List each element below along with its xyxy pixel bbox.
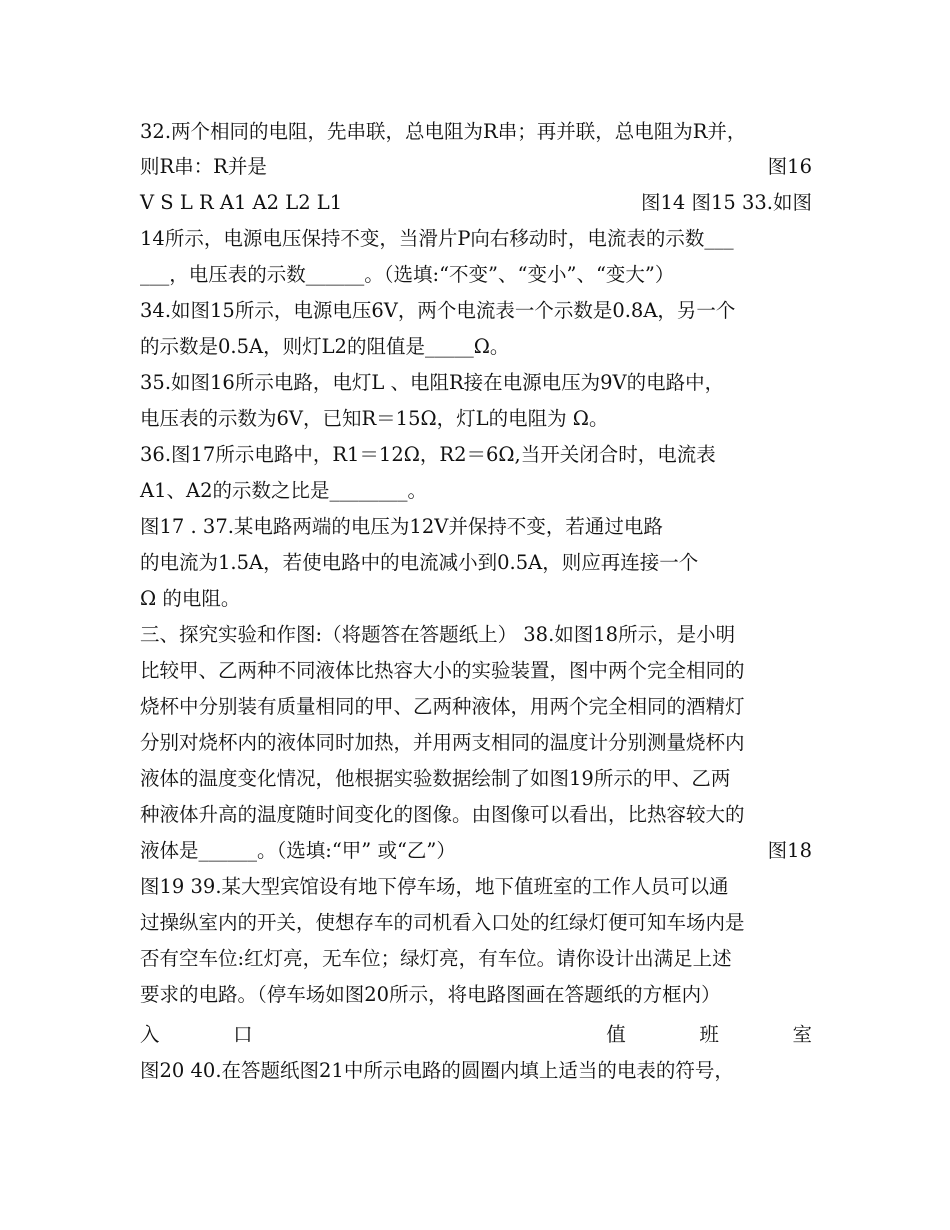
text-line-q32-a: 32.两个相同的电阻，先串联，总电阻为R串；再并联，总电阻为R并， (140, 120, 747, 143)
label-entrance-2: 口 (233, 1023, 253, 1046)
figure-14-15-captions: 图14 图15 33.如图 (640, 191, 812, 214)
figure-16-caption: 图16 (767, 155, 812, 178)
text-line-section-3: 三、探究实验和作图:（将题答在答题纸上） 38.如图18所示，是小明 (140, 623, 736, 646)
figure-18-caption: 图18 (767, 839, 812, 862)
text-line-q38-e: 种液体升高的温度随时间变化的图像。由图像可以看出，比热容较大的 (140, 803, 745, 826)
figure-20-labels (140, 1017, 812, 1053)
text-line-q37-a: 图17 . 37.某电路两端的电压为12V并保持不变，若通过电路 (140, 515, 663, 538)
text-line-q37-b: 的电流为1.5A，若使电路中的电流减小到0.5A，则应再连接一个 (140, 551, 699, 574)
text-line-q36-a: 36.图17所示电路中，R1＝12Ω，R2＝6Ω,当开关闭合时，电流表 (140, 443, 716, 466)
q38-answer-blank: 液体是______。（选填:“甲” 或“乙”） (140, 839, 456, 862)
text-line-q36-b: A1、A2的示数之比是________。 (140, 479, 427, 502)
text-line-q37-c: Ω 的电阻。 (140, 587, 241, 610)
text-line-q32-b (140, 149, 812, 185)
text-line-q35-a: 35.如图16所示电路，电灯L 、电阻R接在电源电压为9V的电路中， (140, 371, 725, 394)
text-line-q39-d: 要求的电路。（停车场如图20所示，将电路图画在答题纸的方框内） (140, 983, 721, 1006)
text-line-q33-b: ___，电压表的示数______。（选填:“不变”、“变小”、“变大”） (140, 263, 675, 286)
circuit-symbol-labels: V S L R A1 A2 L2 L1 (140, 191, 343, 214)
text-line-figure-labels (140, 185, 812, 221)
text-line-q40-a: 图20 40.在答题纸图21中所示电路的圆圈内填上适当的电表的符号， (140, 1059, 734, 1082)
label-duty-room-3: 室 (792, 1023, 812, 1046)
text-line-q39-b: 过操纵室内的开关，使想存车的司机看入口处的红绿灯便可知车场内是 (140, 911, 745, 934)
text-line-q39-a: 图19 39.某大型宾馆设有地下停车场，地下值班室的工作人员可以通 (140, 875, 729, 898)
text-line-q35-b: 电压表的示数为6V，已知R＝15Ω，灯L的电阻为 Ω。 (140, 407, 609, 430)
label-duty-room-1: 值 (606, 1023, 626, 1046)
text-line-q38-a: 比较甲、乙两种不同液体比热容大小的实验装置，图中两个完全相同的 (140, 659, 745, 682)
text-line-q33-a: 14所示，电源电压保持不变，当滑片P向右移动时，电流表的示数___ (140, 227, 734, 250)
q32-question-end: 则R串：R并是 (140, 155, 267, 178)
text-line-q38-d: 液体的温度变化情况，他根据实验数据绘制了如图19所示的甲、乙两 (140, 767, 731, 790)
text-line-q34-b: 的示数是0.5A，则灯L2的阻值是_____Ω。 (140, 335, 510, 358)
label-entrance-1: 入 (140, 1023, 160, 1046)
text-line-q38-f (140, 833, 812, 869)
text-line-q39-c: 否有空车位:红灯亮，无车位；绿灯亮，有车位。请你设计出满足上述 (140, 947, 732, 970)
text-line-q34-a: 34.如图15所示，电源电压6V，两个电流表一个示数是0.8A，另一个 (140, 299, 736, 322)
text-line-q38-b: 烧杯中分别装有质量相同的甲、乙两种液体，用两个完全相同的酒精灯 (140, 695, 745, 718)
label-duty-room-2: 班 (699, 1023, 719, 1046)
text-line-q38-c: 分别对烧杯内的液体同时加热，并用两支相同的温度计分别测量烧杯内 (140, 731, 745, 754)
